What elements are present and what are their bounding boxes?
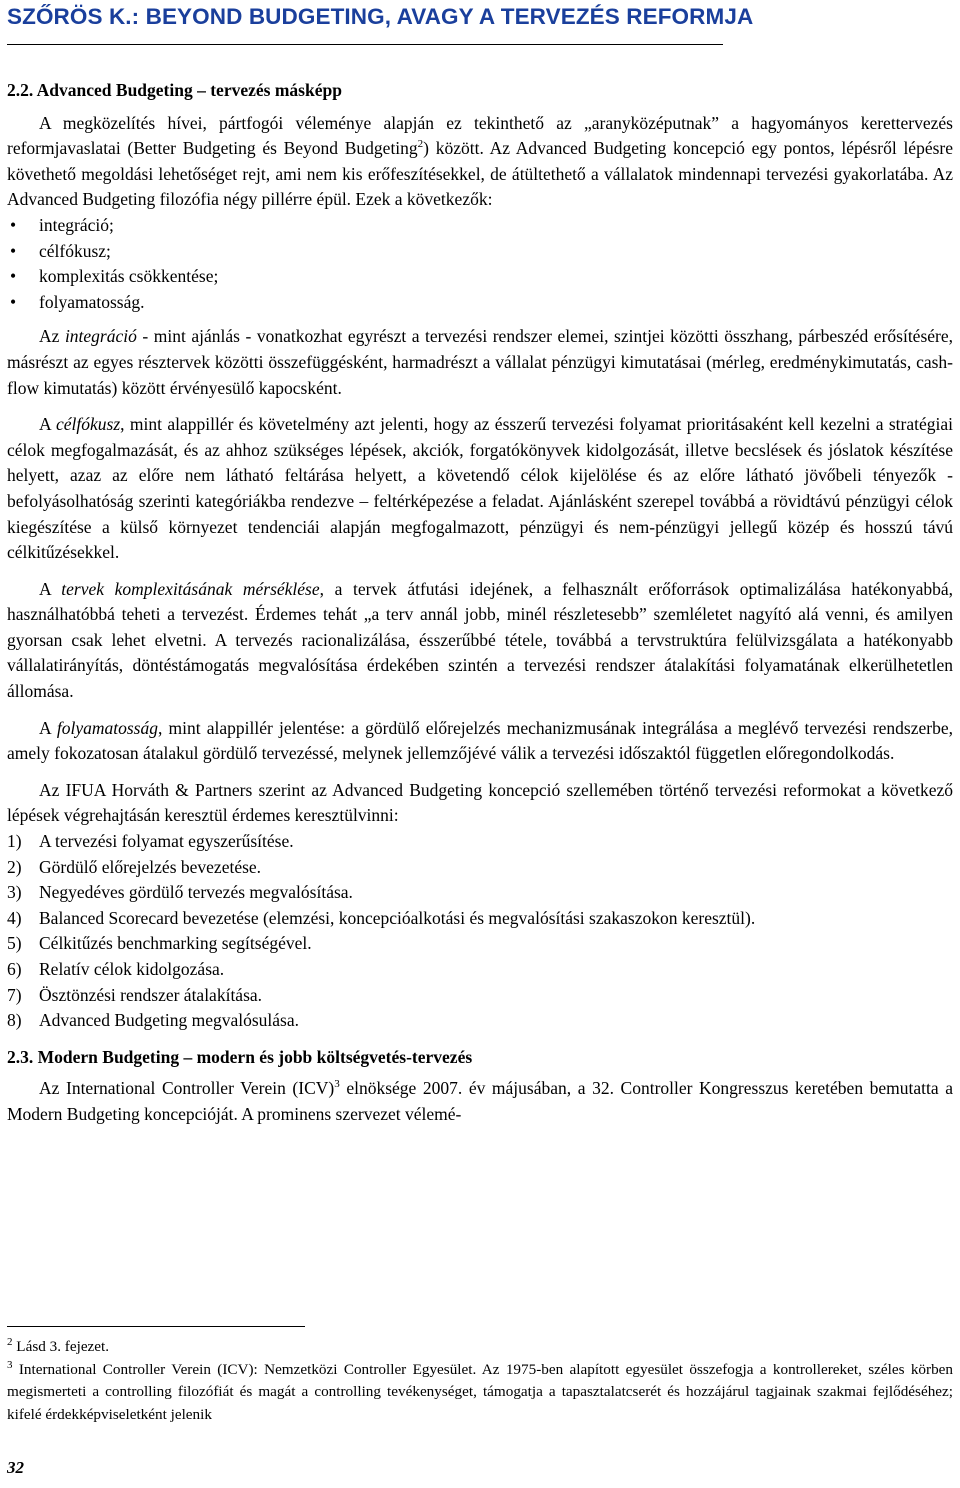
reform-steps-list — [7, 829, 953, 1034]
paragraph-komplexitas — [7, 577, 953, 705]
paragraph-integracio — [7, 324, 953, 401]
footnote-mark: 3 — [7, 1358, 13, 1371]
bullet-icon: • — [10, 214, 17, 235]
step-text: Advanced Budgeting megvalósulása. — [39, 1010, 300, 1031]
pillar-list — [7, 213, 953, 315]
term-komplexitas: tervek komplexitásának mérséklése — [61, 578, 320, 599]
footnote-mark: 2 — [7, 1335, 13, 1348]
intro-text-b: ) között. Az Advanced Budgeting koncepció egy pontos, lépésről lépésre követhető megoldási lehetőséget rejt, ami nem kis erőfeszítésekkel, de átültethető a vállalatok mindennapi tervezési gyakorlatába. Az Advanced Budgeting filozófia négy pillérre épül. Ezek a következők: — [7, 138, 953, 210]
step-number: 5) — [7, 933, 22, 954]
paragraph-text-b: elnöksége 2007. év májusában, a 32. Controller Kongresszus keretében bemutatta a Modern Budgeting koncepcióját. A prominens szervezet vélemé- — [7, 1078, 953, 1124]
list-item — [7, 931, 953, 957]
step-text: A tervezési folyamat egyszerűsítése. — [39, 831, 294, 852]
paragraph-ifua: Az IFUA Horváth & Partners szerint az Advanced Budgeting koncepció szellemében történő tervezési reformokat a következő lépések végrehajtásán keresztül érdemes keresztülvinni: — [7, 779, 953, 826]
bullet-icon: • — [10, 240, 17, 261]
step-number: 6) — [7, 959, 22, 979]
paragraph-lead: A — [39, 578, 62, 599]
page-number: 32 — [7, 1458, 24, 1477]
footnote-3 — [7, 1359, 953, 1427]
list-item — [7, 983, 953, 1009]
footnotes — [7, 1336, 953, 1426]
header-rule — [7, 44, 723, 45]
step-number: 8) — [7, 1010, 22, 1031]
intro-text-a: A megközelítés hívei, pártfogói véleménye alapján ez tekinthető az „aranyközéputnak” a hagyományos kerettervezés reformjavaslatai (Better Budgeting és Beyond Budgeting — [7, 112, 953, 159]
step-text: Ösztönzési rendszer átalakítása. — [39, 984, 263, 1005]
footnote-rule — [7, 1326, 305, 1327]
step-text: Balanced Scorecard bevezetése (elemzési, koncepcióalkotási és megvalósítási szakaszokon keresztül). — [39, 907, 756, 928]
list-item — [7, 829, 953, 855]
list-item — [7, 880, 953, 906]
paragraph-text-a: Az International Controller Verein (ICV) — [39, 1078, 335, 1099]
paragraph-body: , a tervek átfutási idejének, a felhasznált erőforrások optimalizálása hatékonyabbá, használhatóbbá teheti a tervezést. Érdemes tehát „a terv annál jobb, minél részletesebb” szemléletet nagyító alá venni, és amilyen gyorsan csak lehet elvetni. A tervezés racionalizálása, ésszerűbbé tétele, továbbá a tervstruktúra felülvizsgálata a hatékonyabb vállalatirányítás, döntéstámogatás megvalósítása érdekében szintén a tervezési rendszer átalakítási folyamatának elkerülhetetlen állomása. — [7, 578, 953, 702]
step-number: 2) — [7, 856, 22, 877]
footnote-text: International Controller Verein (ICV): Nemzetközi Controller Egyesület. Az 1975-ben alapított egyesület összefogja a kontrollereket, széles körben megismerteti a controlling filozófiát és magát a controlling tevékenységet, támogatja a tapasztalatcserét és hozzájárul tagjainak szakmai fejlődéséhez; kifelé érdekképviseletként jelenik — [7, 1360, 953, 1423]
list-item — [7, 213, 953, 239]
list-item — [7, 264, 953, 290]
paragraph-folyamatossag — [7, 716, 953, 767]
section-heading-2-3: 2.3. Modern Budgeting – modern és jobb költségvetés-tervezés — [7, 1046, 473, 1067]
pillar-text: komplexitás csökkentése; — [39, 266, 219, 287]
pillar-text: integráció; — [39, 214, 114, 235]
running-head: SZŐRÖS K.: BEYOND BUDGETING, AVAGY A TERVEZÉS REFORMJA — [7, 4, 754, 29]
paragraph-lead: A — [39, 414, 57, 435]
step-number: 3) — [7, 882, 22, 903]
step-number: 7) — [7, 984, 22, 1005]
footnote-text: Lásd 3. fejezet. — [12, 1338, 110, 1355]
paragraph-body: , mint alappillér és követelmény azt jelenti, hogy az ésszerű tervezési folyamat prioritásaként kell kezelni a stratégiai célok megfogalmazását, és az ahhoz szükséges lépések, akciók, forgatókönyvek kidolgozását, illetve becslések és jóslatok készítése helyett, azaz az előre nem látható feltárása helyett, a követendő célok kijelölése és az előre látható jövőbeli tényezők - befolyásolhatóság szerinti kategóriákba rendezve – feltérképezése a feladat. Ajánlásként szerepel továbbá a rövidtávú pénzügyi célok kiegészítése a külső környezet tendenciái alapján megfogalmazott, pénzügyi és nem-pénzügyi jellegű közép és hosszú távú célkitűzésekkel. — [7, 414, 953, 563]
step-number: 4) — [7, 907, 22, 928]
step-text: Célkitűzés benchmarking segítségével. — [39, 933, 312, 954]
section-heading-2-2: 2.2. Advanced Budgeting – tervezés másképp — [7, 80, 342, 100]
pillar-text: folyamatosság. — [39, 291, 145, 312]
step-number: 1) — [7, 831, 22, 852]
list-item — [7, 906, 953, 932]
bullet-icon: • — [10, 266, 17, 287]
list-item — [7, 239, 953, 265]
term-folyamatossag: folyamatosság — [56, 717, 158, 738]
bullet-icon: • — [10, 291, 17, 312]
term-integracio: integráció — [64, 326, 137, 347]
paragraph-lead: A — [39, 717, 57, 738]
footnote-ref-2[interactable]: 2 — [417, 138, 424, 151]
footnote-ref-3[interactable]: 3 — [334, 1078, 340, 1091]
footnote-2 — [7, 1336, 953, 1359]
paragraph-modern-budgeting — [7, 1076, 953, 1127]
intro-paragraph — [7, 111, 953, 213]
pillar-text: célfókusz; — [39, 240, 111, 261]
paragraph-celfokusz — [7, 412, 953, 566]
paragraph-body: - mint ajánlás - vonatkozhat egyrészt a tervezési rendszer elemei, szintjei közötti összhang, párbeszéd erősítésére, másrészt az egyes résztervek közötti összefüggésként, harmadrészt a vállalat pénzügyi kimutatásai (mérleg, eredménykimutatás, cash-flow kimutatás) között érvényesülő kapocsként. — [7, 326, 953, 398]
body-text — [7, 78, 953, 1128]
paragraph-lead: Az — [39, 326, 65, 347]
paragraph-body: , mint alappillér jelentése: a gördülő előrejelzés mechanizmusának integrálása a meglévő tervezési rendszerbe, amely fokozatosan átalakul gördülő tervezéssé, melynek jellemzőjévé válik a tervezési időszaktól független előregondolkodás. — [7, 717, 953, 764]
step-text: Gördülő előrejelzés bevezetése. — [39, 856, 262, 877]
list-item — [7, 290, 953, 316]
step-text: Negyedéves gördülő tervezés megvalósítása. — [39, 882, 353, 903]
step-text: Relatív célok kidolgozása. — [39, 959, 225, 979]
list-item — [7, 1008, 953, 1034]
term-celfokusz: célfókusz — [56, 414, 121, 435]
list-item — [7, 855, 953, 881]
list-item — [7, 957, 953, 983]
